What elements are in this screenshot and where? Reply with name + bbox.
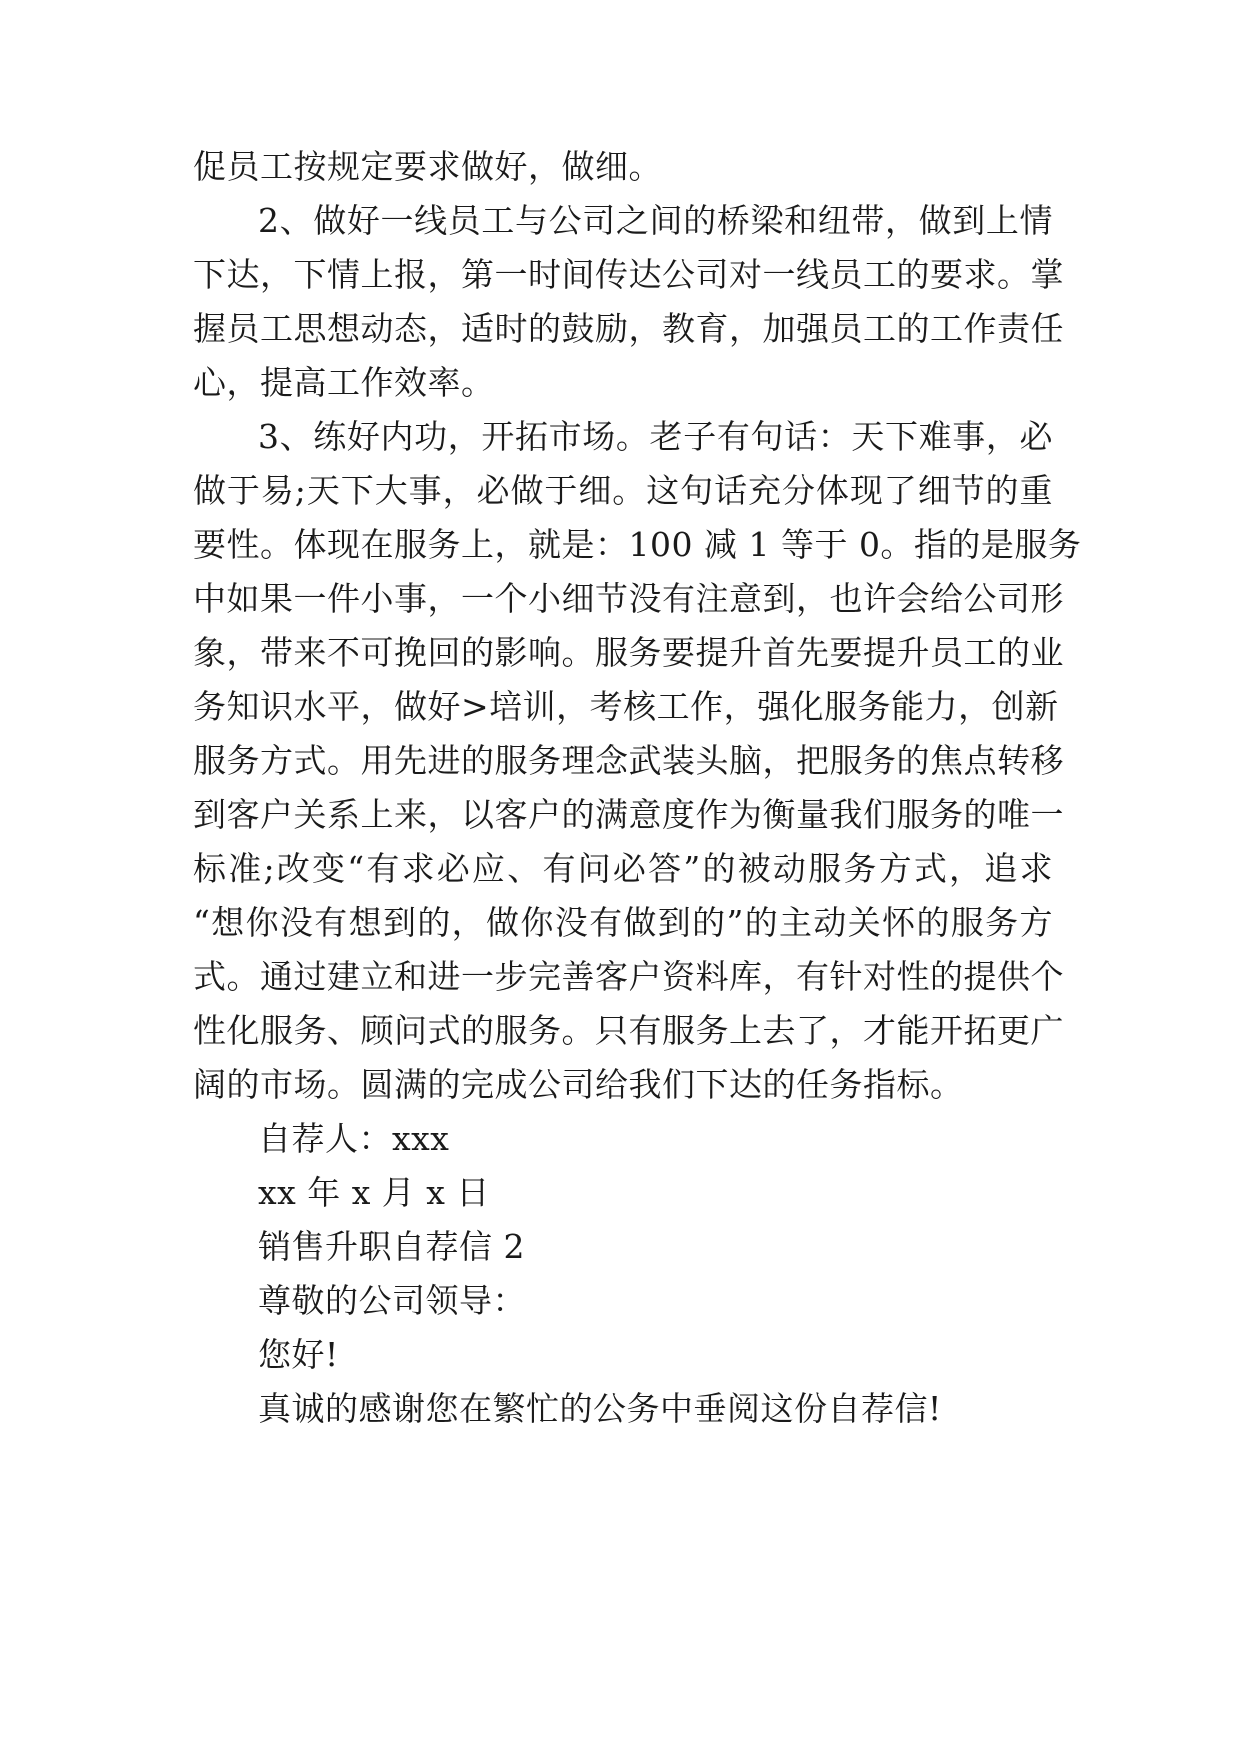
signature-date: xx 年 x 月 x 日 <box>258 1173 490 1212</box>
paragraph-3-line-13: 阔的市场。圆满的完成公司给我们下达的任务指标。 <box>193 1065 964 1104</box>
paragraph-3-line-6: 务知识水平，做好>培训，考核工作，强化服务能力，创新 <box>193 687 1059 726</box>
paragraph-2-line-3: 握员工思想动态，适时的鼓励，教育，加强员工的工作责任 <box>193 309 1064 348</box>
letter-2-greeting: 您好! <box>258 1335 339 1374</box>
paragraph-3-line-7: 服务方式。用先进的服务理念武装头脑，把服务的焦点转移 <box>193 741 1064 780</box>
letter-2-opening: 真诚的感谢您在繁忙的公务中垂阅这份自荐信! <box>258 1389 942 1428</box>
paragraph-3-line-1: 3、练好内功，开拓市场。老子有句话：天下难事，必 <box>258 417 1053 456</box>
letter-2-salutation: 尊敬的公司领导： <box>258 1281 526 1320</box>
paragraph-3-line-5: 象，带来不可挽回的影响。服务要提升首先要提升员工的业 <box>193 633 1064 672</box>
recommender-signature: 自荐人：xxx <box>258 1119 450 1158</box>
paragraph-2-line-1: 2、做好一线员工与公司之间的桥梁和纽带，做到上情 <box>258 201 1053 240</box>
paragraph-3-line-9: 标准;改变“有求必应、有问必答”的被动服务方式，追求 <box>193 849 1053 888</box>
paragraph-3-line-10: “想你没有想到的，做你没有做到的”的主动关怀的服务方 <box>193 903 1053 942</box>
paragraph-2-line-2: 下达，下情上报，第一时间传达公司对一线员工的要求。掌 <box>193 255 1064 294</box>
paragraph-1-line-1: 促员工按规定要求做好，做细。 <box>193 147 662 186</box>
paragraph-3-line-8: 到客户关系上来，以客户的满意度作为衡量我们服务的唯一 <box>193 795 1064 834</box>
paragraph-3-line-4: 中如果一件小事，一个小细节没有注意到，也许会给公司形 <box>193 579 1064 618</box>
paragraph-3-line-2: 做于易;天下大事，必做于细。这句话充分体现了细节的重 <box>193 471 1053 510</box>
paragraph-3-line-12: 性化服务、顾问式的服务。只有服务上去了，才能开拓更广 <box>193 1011 1064 1050</box>
letter-2-title: 销售升职自荐信 2 <box>258 1227 525 1266</box>
paragraph-2-line-4: 心，提高工作效率。 <box>193 363 495 402</box>
paragraph-3-line-3: 要性。体现在服务上，就是：100 减 1 等于 0。指的是服务 <box>193 525 1082 564</box>
paragraph-3-line-11: 式。通过建立和进一步完善客户资料库，有针对性的提供个 <box>193 957 1064 996</box>
